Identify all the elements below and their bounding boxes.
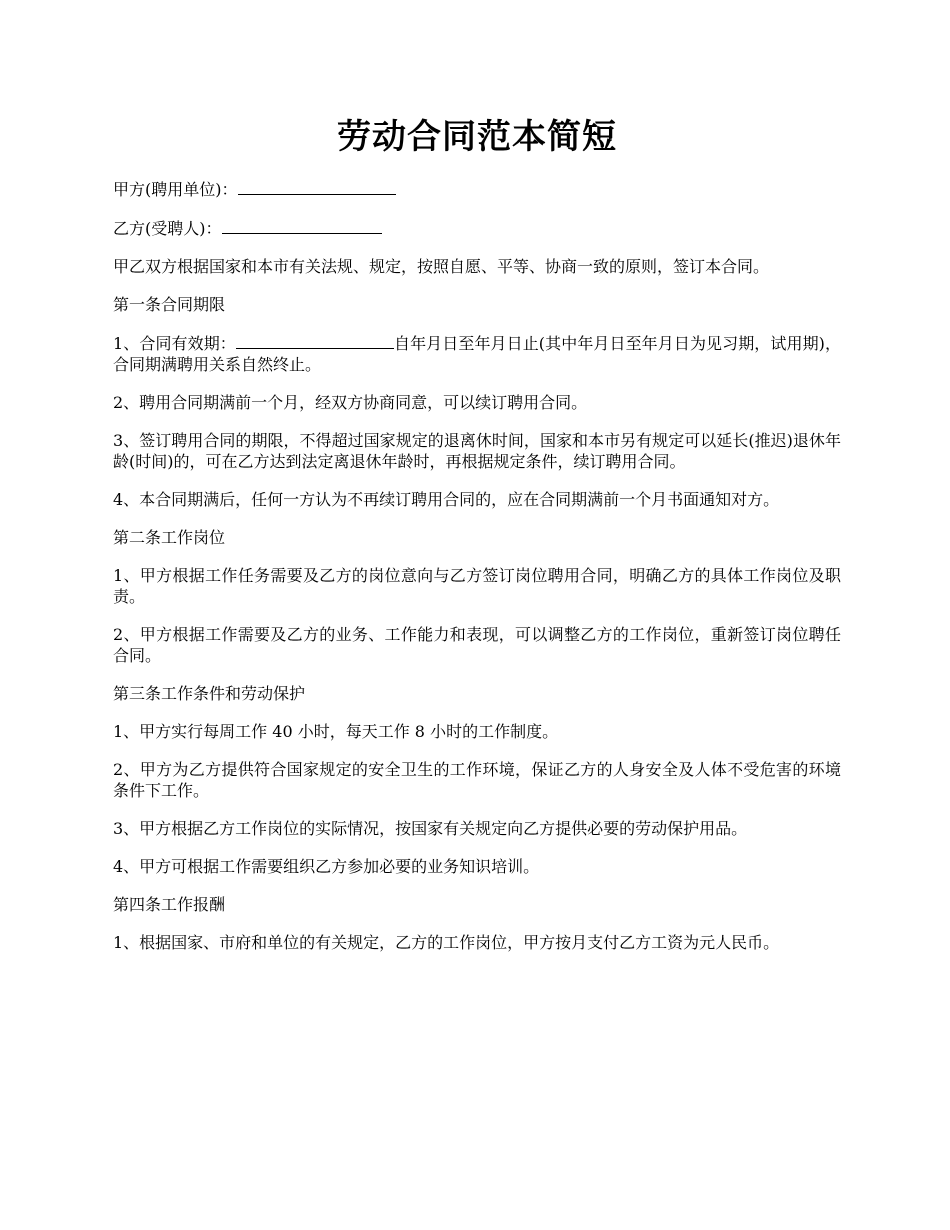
article1-heading: 第一条合同期限 (113, 295, 226, 314)
article2-item2: 2、甲方根据工作需要及乙方的业务、工作能力和表现，可以调整乙方的工作岗位，重新签订岗位聘任合同。 (113, 625, 841, 665)
article2-heading: 第二条工作岗位 (113, 528, 226, 547)
article3-item3: 3、甲方根据乙方工作岗位的实际情况，按国家有关规定向乙方提供必要的劳动保护用品。 (113, 819, 748, 838)
article3-item1: 1、甲方实行每周工作 40 小时，每天工作 8 小时的工作制度。 (113, 722, 559, 741)
party-a-blank (238, 178, 396, 195)
party-b-label: 乙方(受聘人)： (113, 219, 222, 238)
party-b-line (113, 217, 841, 239)
article1-item1 (113, 332, 841, 375)
article3-heading: 第三条工作条件和劳动保护 (113, 684, 306, 703)
party-a-line (113, 178, 841, 200)
article2-item1: 1、甲方根据工作任务需要及乙方的岗位意向与乙方签订岗位聘用合同，明确乙方的具体工作岗位及职责。 (113, 566, 841, 606)
article1-item3: 3、签订聘用合同的期限，不得超过国家规定的退离休时间，国家和本市另有规定可以延长(推迟)退休年龄(时间)的，可在乙方达到法定离退休年龄时，再根据规定条件，续订聘用合同。 (113, 431, 841, 471)
contract-term-blank (236, 332, 394, 349)
article4-heading: 第四条工作报酬 (113, 895, 226, 914)
document-page (113, 0, 841, 970)
article1-item1-suffix: 自年月日至年月日止(其中年月日至年月日为见习期，试用期)，合同期满聘用关系自然终止。 (113, 334, 841, 374)
article1-item1-prefix: 1、合同有效期： (113, 334, 236, 353)
article1-item4: 4、本合同期满后，任何一方认为不再续订聘用合同的，应在合同期满前一个月书面通知对方。 (113, 490, 780, 509)
article1-item2: 2、聘用合同期满前一个月，经双方协商同意，可以续订聘用合同。 (113, 393, 588, 412)
intro-paragraph: 甲乙双方根据国家和本市有关法规、规定，按照自愿、平等、协商一致的原则，签订本合同。 (113, 257, 770, 276)
document-title: 劳动合同范本简短 (337, 117, 617, 157)
article3-item2: 2、甲方为乙方提供符合国家规定的安全卫生的工作环境，保证乙方的人身安全及人体不受危害的环境条件下工作。 (113, 760, 841, 800)
article3-item4: 4、甲方可根据工作需要组织乙方参加必要的业务知识培训。 (113, 857, 540, 876)
party-b-blank (222, 217, 382, 234)
article4-item1: 1、根据国家、市府和单位的有关规定，乙方的工作岗位，甲方按月支付乙方工资为元人民币。 (113, 933, 780, 952)
party-a-label: 甲方(聘用单位)： (113, 180, 238, 199)
